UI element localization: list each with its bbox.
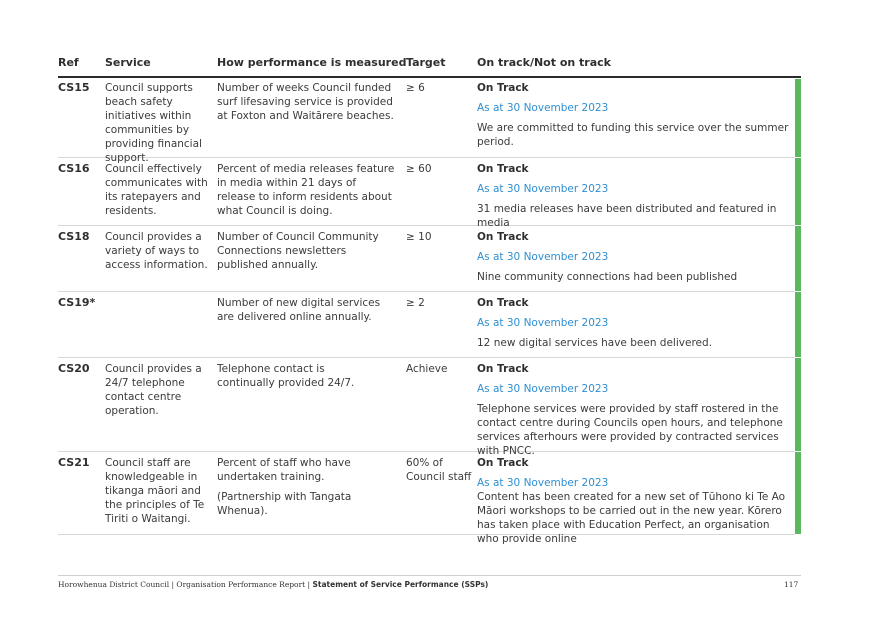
header-ref: Ref — [58, 56, 79, 69]
row-target: ≥ 2 — [406, 297, 425, 309]
row-comment: 12 new digital services have been delivered. — [477, 337, 712, 349]
header-status: On track/Not on track — [477, 56, 611, 69]
row-measure: Number of new digital services are delivered online annually. — [217, 297, 381, 323]
row-measure: Percent of staff who have undertaken training. — [217, 457, 351, 483]
row-ref: CS15 — [58, 81, 90, 94]
row-service: Council staff are knowledgeable in tikanga māori and the principles of Te Tiriti o Waitangi. — [105, 457, 205, 525]
row-status: On Track — [477, 297, 529, 309]
row-status: On Track — [477, 231, 529, 243]
row-target: Achieve — [406, 363, 448, 375]
footer-section-title: Statement of Service Performance (SSPs) — [312, 580, 489, 589]
row-measure: Percent of media releases feature in media within 21 days of release to inform residents about what Council is doing. — [217, 163, 395, 217]
row-as-at: As at 30 November 2023 — [477, 183, 609, 195]
status-indicator-bar — [795, 292, 801, 357]
row-comment: Content has been created for a new set of Tūhono ki Te Ao Māori workshops to be carried out in the new year. Kōrero has taken place with Education Perfect, an organisation who provide online — [477, 491, 786, 545]
header-rule — [58, 76, 801, 78]
status-indicator-bar — [795, 358, 801, 451]
row-target: 60% of Council staff — [406, 457, 472, 483]
row-separator — [58, 357, 795, 358]
row-separator — [58, 291, 795, 292]
row-comment: 31 media releases have been distributed and featured in media — [477, 203, 777, 229]
status-indicator-bar — [795, 158, 801, 225]
row-ref: CS19* — [58, 296, 96, 309]
page-footer — [58, 580, 488, 589]
row-as-at: As at 30 November 2023 — [477, 251, 609, 263]
row-ref: CS20 — [58, 362, 90, 375]
header-target: Target — [406, 56, 446, 69]
header-service: Service — [105, 56, 151, 69]
row-ref: CS18 — [58, 230, 90, 243]
row-measure-note: (Partnership with Tangata Whenua). — [217, 491, 352, 517]
footer-rule — [58, 575, 801, 576]
row-status: On Track — [477, 82, 529, 94]
footer-text: Horowhenua District Council | Organisation Performance Report | — [58, 580, 313, 589]
row-target: ≥ 10 — [406, 231, 432, 243]
row-measure: Telephone contact is continually provided 24/7. — [217, 363, 355, 389]
row-service: Council supports beach safety initiatives within communities by providing financial support. — [105, 82, 202, 164]
status-indicator-bar — [795, 226, 801, 291]
row-comment: Telephone services were provided by staff rostered in the contact centre during Councils open hours, and telephone services afterhours were provided by contracted services with PNCC. — [477, 403, 783, 457]
page-number: 117 — [784, 580, 799, 589]
row-measure: Number of Council Community Connections newsletters published annually. — [217, 231, 379, 271]
row-target: ≥ 60 — [406, 163, 432, 175]
header-measure: How performance is measured — [217, 56, 407, 69]
row-target: ≥ 6 — [406, 82, 425, 94]
row-ref: CS21 — [58, 456, 90, 469]
row-ref: CS16 — [58, 162, 90, 175]
status-indicator-bar — [795, 79, 801, 157]
row-status: On Track — [477, 163, 529, 175]
status-indicator-bar — [795, 452, 801, 534]
row-service: Council provides a 24/7 telephone contact centre operation. — [105, 363, 202, 417]
row-as-at: As at 30 November 2023 — [477, 477, 609, 489]
row-service: Council effectively communicates with its ratepayers and residents. — [105, 163, 208, 217]
row-measure: Number of weeks Council funded surf lifesaving service is provided at Foxton and Waitārere beaches. — [217, 82, 394, 122]
row-service: Council provides a variety of ways to access information. — [105, 231, 208, 271]
row-as-at: As at 30 November 2023 — [477, 383, 609, 395]
row-status: On Track — [477, 363, 529, 375]
row-comment: We are committed to funding this service over the summer period. — [477, 122, 789, 148]
row-as-at: As at 30 November 2023 — [477, 102, 609, 114]
row-comment: Nine community connections had been published — [477, 271, 738, 283]
row-as-at: As at 30 November 2023 — [477, 317, 609, 329]
row-status: On Track — [477, 457, 529, 469]
